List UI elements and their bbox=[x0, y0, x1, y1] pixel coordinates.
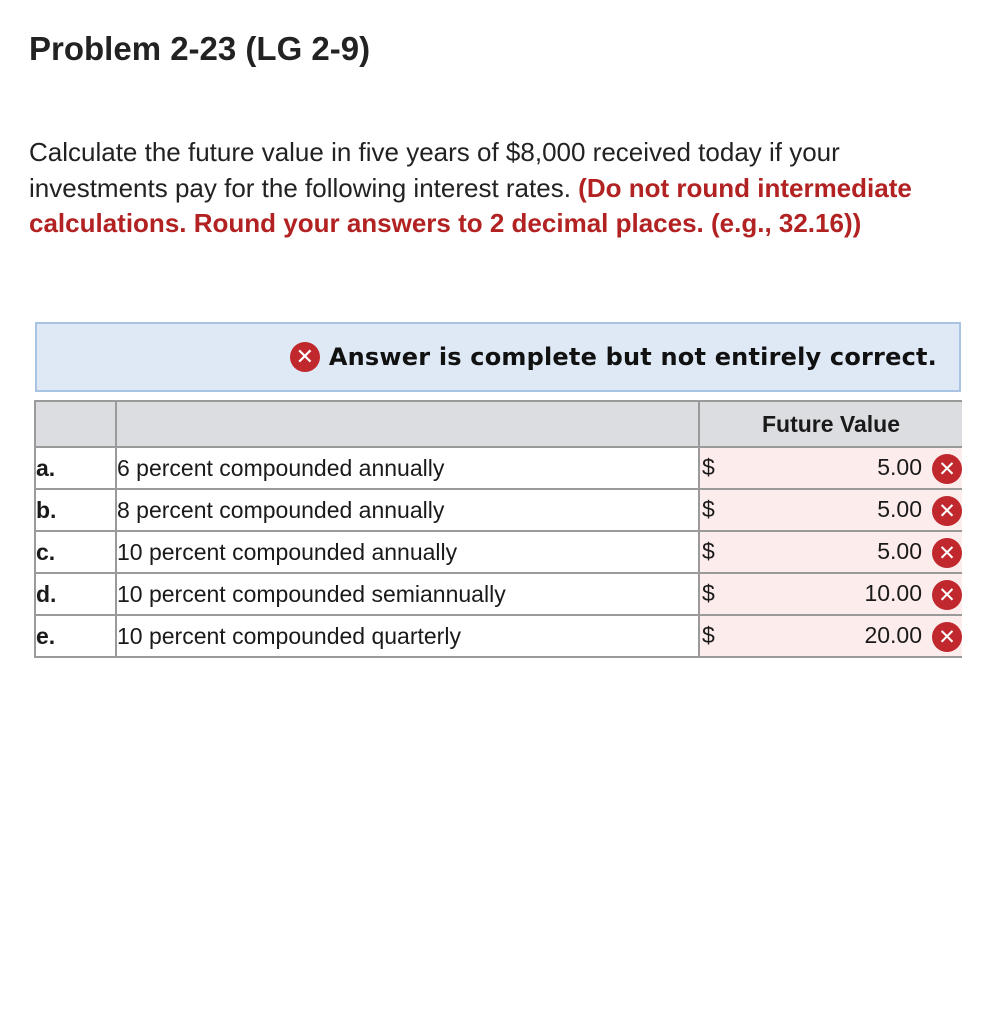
answer-value: 5.00 bbox=[877, 538, 922, 564]
incorrect-icon: ✕ bbox=[932, 454, 962, 484]
incorrect-icon: ✕ bbox=[932, 580, 962, 610]
x-circle-icon: ✕ bbox=[290, 342, 320, 372]
answer-value: 20.00 bbox=[864, 622, 922, 648]
currency-symbol: $ bbox=[702, 622, 715, 648]
answer-value: 5.00 bbox=[877, 454, 922, 480]
incorrect-icon: ✕ bbox=[932, 496, 962, 526]
table-header-row bbox=[35, 401, 962, 447]
future-value-input[interactable] bbox=[699, 573, 962, 615]
problem-title: Problem 2-23 (LG 2-9) bbox=[29, 30, 371, 67]
table-row bbox=[35, 489, 962, 531]
header-future-value: Future Value bbox=[699, 401, 962, 447]
row-description: 6 percent compounded annually bbox=[116, 447, 699, 489]
currency-symbol: $ bbox=[702, 454, 715, 480]
question-instructions: (Do not round intermediate calculations. Round your answers to 2 decimal places. (e.g., 32.16)) bbox=[29, 172, 912, 238]
row-description: 10 percent compounded quarterly bbox=[116, 615, 699, 657]
row-letter: c. bbox=[35, 531, 116, 573]
question-prompt: Calculate the future value in five years of $8,000 received today if your investments pay for the following interest rates. bbox=[29, 137, 840, 203]
feedback-banner bbox=[35, 322, 961, 392]
table-row bbox=[35, 447, 962, 489]
row-description: 8 percent compounded annually bbox=[116, 489, 699, 531]
table-row bbox=[35, 531, 962, 573]
answer-value: 10.00 bbox=[864, 580, 922, 606]
row-letter: e. bbox=[35, 615, 116, 657]
row-letter: d. bbox=[35, 573, 116, 615]
row-letter: a. bbox=[35, 447, 116, 489]
table-row bbox=[35, 573, 962, 615]
future-value-input[interactable] bbox=[699, 489, 962, 531]
header-letter-cell bbox=[35, 401, 116, 447]
row-letter: b. bbox=[35, 489, 116, 531]
incorrect-icon: ✕ bbox=[932, 538, 962, 568]
answer-table bbox=[34, 400, 962, 658]
currency-symbol: $ bbox=[702, 538, 715, 564]
feedback-message: Answer is complete but not entirely correct. bbox=[328, 343, 937, 371]
answer-value: 5.00 bbox=[877, 496, 922, 522]
table-row bbox=[35, 615, 962, 657]
header-description-cell bbox=[116, 401, 699, 447]
future-value-input[interactable] bbox=[699, 447, 962, 489]
incorrect-icon: ✕ bbox=[932, 622, 962, 652]
row-description: 10 percent compounded annually bbox=[116, 531, 699, 573]
future-value-input[interactable] bbox=[699, 531, 962, 573]
currency-symbol: $ bbox=[702, 496, 715, 522]
question-text bbox=[29, 135, 959, 242]
row-description: 10 percent compounded semiannually bbox=[116, 573, 699, 615]
currency-symbol: $ bbox=[702, 580, 715, 606]
future-value-input[interactable] bbox=[699, 615, 962, 657]
